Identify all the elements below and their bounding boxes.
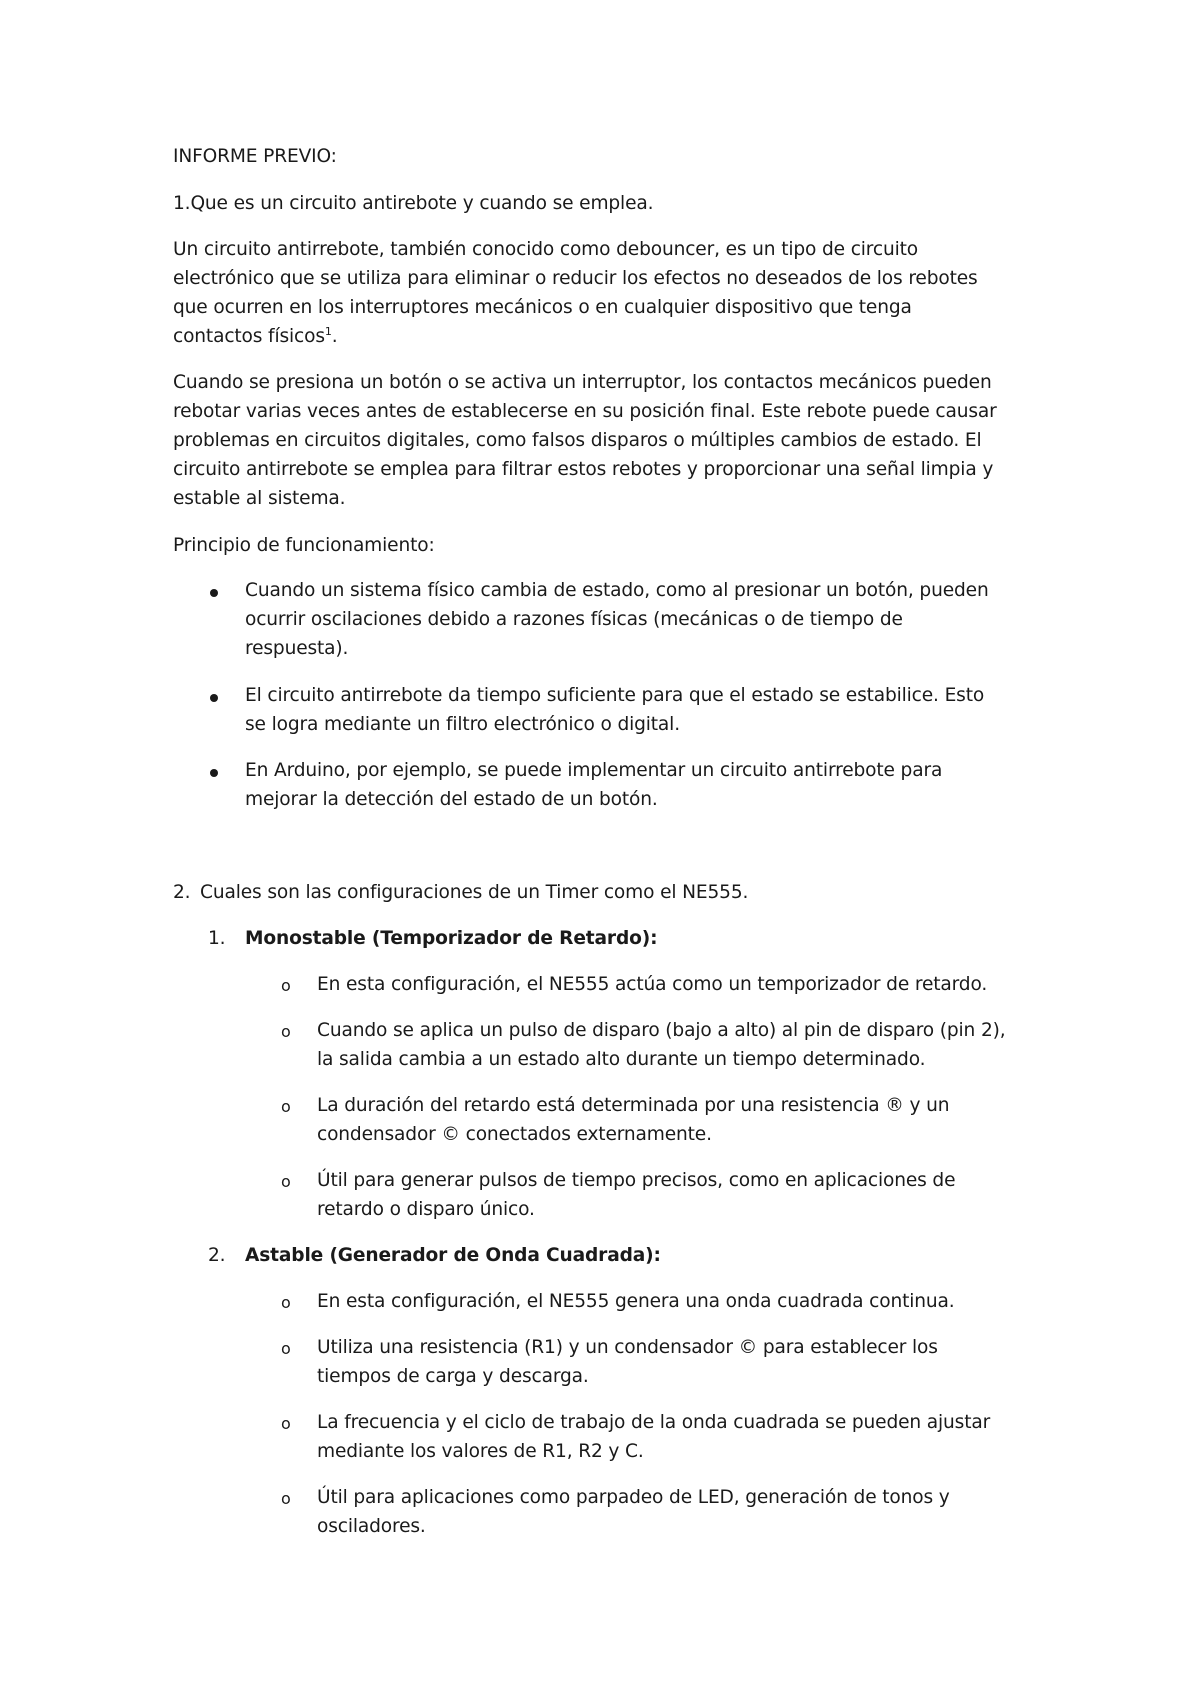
sub-bullet-icon: o [281, 1097, 291, 1116]
para2-line: estable al sistema. [173, 488, 346, 509]
config-item-line: mediante los valores de R1, R2 y C. [317, 1441, 644, 1462]
config-2-number: 2. [208, 1245, 226, 1266]
config-item-line: condensador © conectados externamente. [317, 1124, 712, 1145]
sub-bullet-icon: o [281, 1489, 291, 1508]
config-item-line: osciladores. [317, 1516, 426, 1537]
config-item-line: La frecuencia y el ciclo de trabajo de la onda cuadrada se pueden ajustar [317, 1412, 991, 1433]
config-2-title: Astable (Generador de Onda Cuadrada): [245, 1245, 661, 1266]
question-1: 1.Que es un circuito antirebote y cuando se emplea. [173, 193, 654, 214]
sub-bullet-icon: o [281, 1022, 291, 1041]
config-item-line: La duración del retardo está determinada por una resistencia ® y un [317, 1095, 950, 1116]
bullet-line: se logra mediante un filtro electrónico o digital. [245, 714, 680, 735]
config-1-title: Monostable (Temporizador de Retardo): [245, 928, 658, 949]
bullet-line: mejorar la detección del estado de un botón. [245, 789, 658, 810]
bullet-line: Cuando un sistema físico cambia de estado, como al presionar un botón, pueden [245, 580, 989, 601]
config-item-line: En esta configuración, el NE555 actúa como un temporizador de retardo. [317, 974, 988, 995]
para2-line: circuito antirrebote se emplea para filtrar estos rebotes y proporcionar una señal limpia y [173, 459, 994, 480]
config-item-line: tiempos de carga y descarga. [317, 1366, 589, 1387]
para1-end: . [331, 326, 338, 347]
page-heading: INFORME PREVIO: [173, 146, 337, 167]
sub-bullet-icon: o [281, 1172, 291, 1191]
para2-line: rebotar varias veces antes de establecerse en su posición final. Este rebote puede causar [173, 401, 997, 422]
para1-line: contactos físicos [173, 326, 325, 347]
bullet-icon [210, 769, 218, 777]
config-1-number: 1. [208, 928, 226, 949]
config-item-line: Útil para generar pulsos de tiempo precisos, como en aplicaciones de [317, 1170, 956, 1191]
para1-line: que ocurren en los interruptores mecánicos o en cualquier dispositivo que tenga [173, 297, 912, 318]
config-item-line: retardo o disparo único. [317, 1199, 535, 1220]
question-2: Cuales son las configuraciones de un Timer como el NE555. [200, 882, 749, 903]
footnote-marker: 1 [324, 324, 332, 338]
config-item-line: Utiliza una resistencia (R1) y un condensador © para establecer los [317, 1337, 938, 1358]
bullet-line: ocurrir oscilaciones debido a razones físicas (mecánicas o de tiempo de [245, 609, 903, 630]
bullet-line: respuesta). [245, 638, 349, 659]
bullet-icon [210, 694, 218, 702]
config-item-line: la salida cambia a un estado alto durante un tiempo determinado. [317, 1049, 926, 1070]
para1-line: Un circuito antirrebote, también conocido como debouncer, es un tipo de circuito [173, 239, 918, 260]
para2-line: Cuando se presiona un botón o se activa un interruptor, los contactos mecánicos pueden [173, 372, 992, 393]
sub-bullet-icon: o [281, 1293, 291, 1312]
question-2-number: 2. [173, 882, 191, 903]
sub-bullet-icon: o [281, 1414, 291, 1433]
config-item-line: Cuando se aplica un pulso de disparo (bajo a alto) al pin de disparo (pin 2), [317, 1020, 1006, 1041]
bullet-line: El circuito antirrebote da tiempo suficiente para que el estado se estabilice. Esto [245, 685, 985, 706]
bullet-icon [210, 589, 218, 597]
para2-line: problemas en circuitos digitales, como falsos disparos o múltiples cambios de estado. El [173, 430, 982, 451]
bullet-line: En Arduino, por ejemplo, se puede implementar un circuito antirrebote para [245, 760, 943, 781]
para1-line: electrónico que se utiliza para eliminar o reducir los efectos no deseados de los rebotes [173, 268, 978, 289]
config-item-line: En esta configuración, el NE555 genera una onda cuadrada continua. [317, 1291, 955, 1312]
config-item-line: Útil para aplicaciones como parpadeo de LED, generación de tonos y [317, 1487, 950, 1508]
sub-bullet-icon: o [281, 1339, 291, 1358]
para1-last-line [173, 326, 337, 347]
sub-bullet-icon: o [281, 976, 291, 995]
principle-title: Principio de funcionamiento: [173, 535, 435, 556]
